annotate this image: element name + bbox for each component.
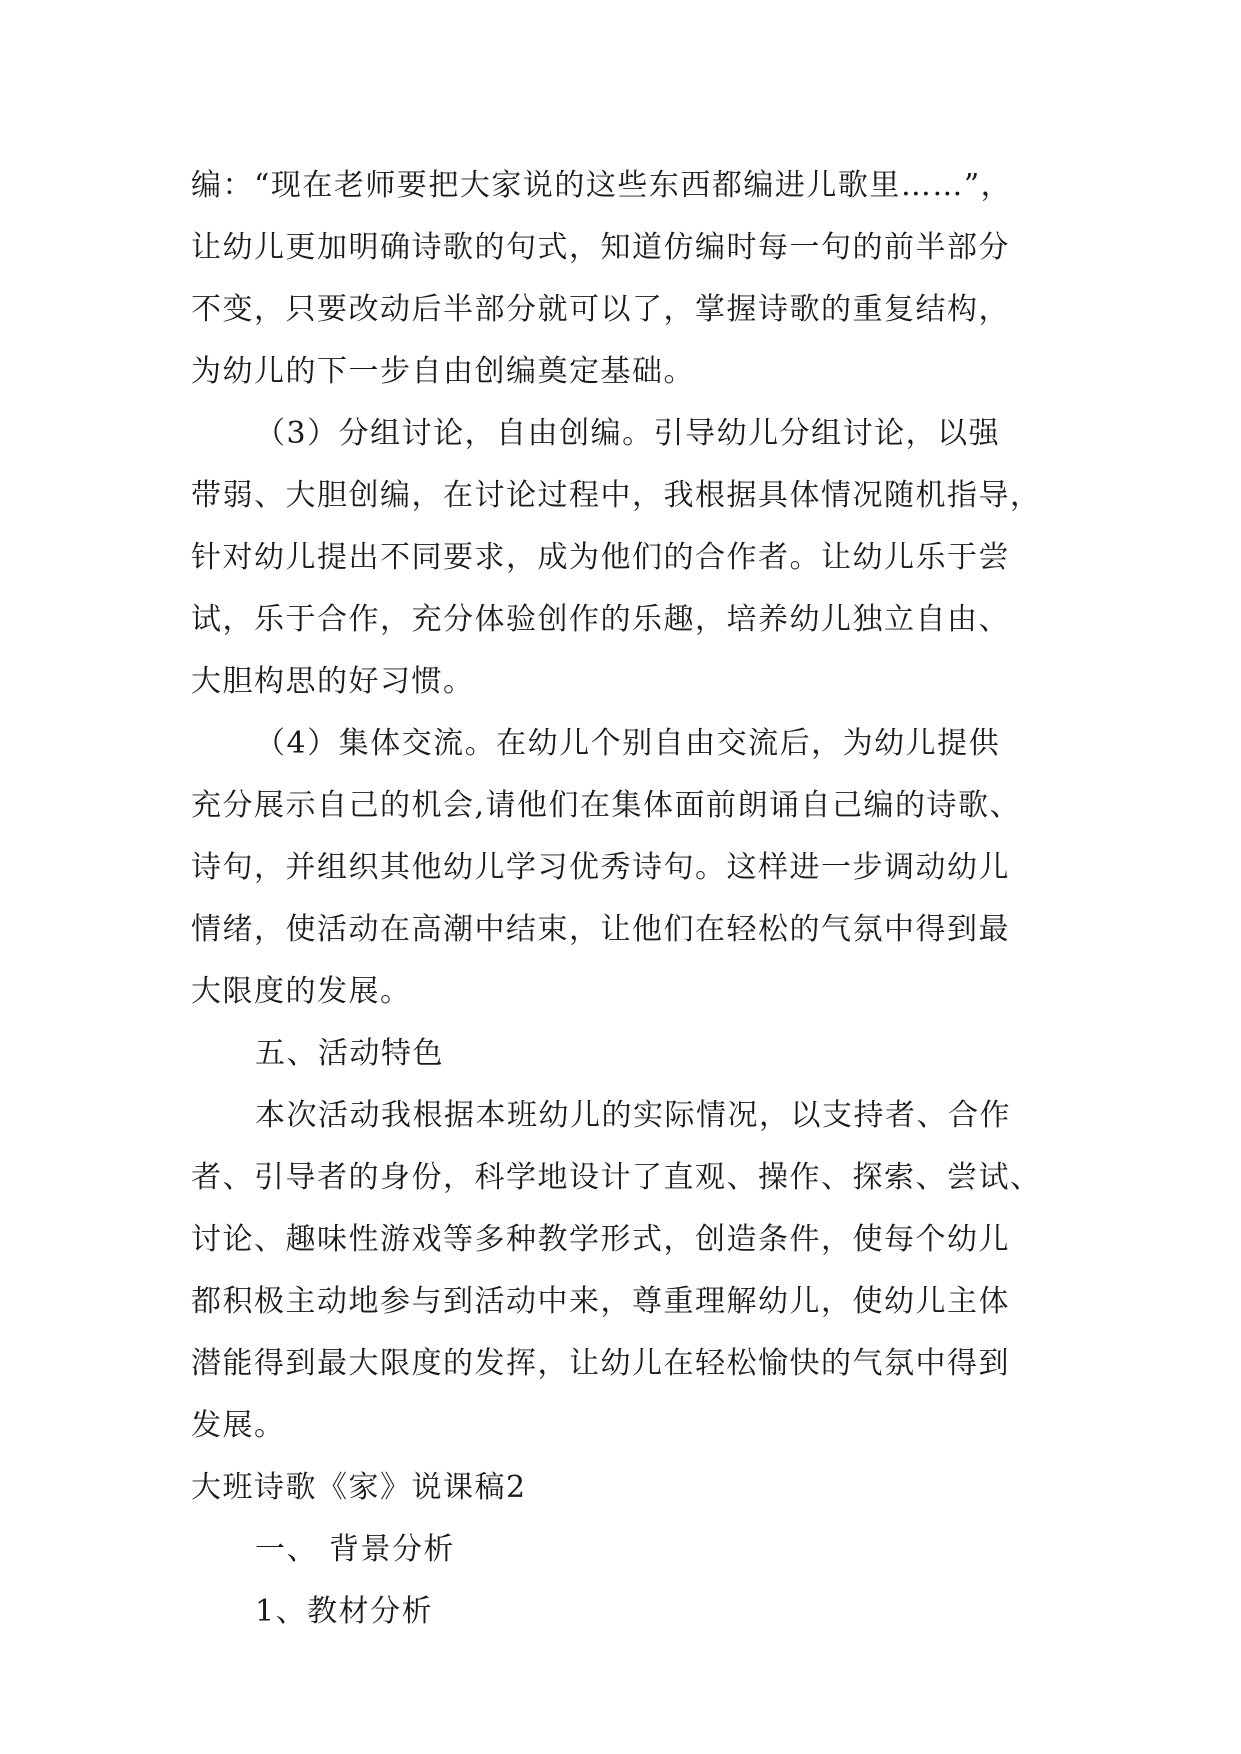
body-line: 诗句，并组织其他幼儿学习优秀诗句。这样进一步调动幼儿 — [191, 850, 1010, 885]
body-line: 为幼儿的下一步自由创编奠定基础。 — [191, 354, 695, 389]
body-line: 编：“现在老师要把大家说的这些东西都编进儿歌里……”， — [191, 168, 1013, 203]
document-title: 大班诗歌《家》说课稿2 — [191, 1470, 527, 1505]
body-line: 情绪，使活动在高潮中结束，让他们在轻松的气氛中得到最 — [191, 912, 1010, 947]
body-line: 试，乐于合作，充分体验创作的乐趣，培养幼儿独立自由、 — [191, 602, 1010, 637]
body-line: 讨论、趣味性游戏等多种教学形式，创造条件，使每个幼儿 — [191, 1222, 1010, 1257]
body-line: 让幼儿更加明确诗歌的句式，知道仿编时每一句的前半部分 — [191, 230, 1010, 265]
body-line: 针对幼儿提出不同要求，成为他们的合作者。让幼儿乐于尝 — [191, 540, 1010, 575]
body-line: 者、引导者的身份，科学地设计了直观、操作、探索、尝试、 — [191, 1160, 1042, 1195]
document-body — [191, 155, 1051, 1643]
body-line: 带弱、大胆创编，在讨论过程中，我根据具体情况随机指导， — [191, 478, 1042, 513]
body-line: 都积极主动地参与到活动中来，尊重理解幼儿，使幼儿主体 — [191, 1284, 1010, 1319]
paragraph-start-line: 本次活动我根据本班幼儿的实际情况，以支持者、合作 — [255, 1098, 1011, 1133]
paragraph-start-line: （4）集体交流。在幼儿个别自由交流后，为幼儿提供 — [255, 726, 1001, 761]
section-heading: 五、活动特色 — [255, 1036, 444, 1071]
section-heading: 一、 背景分析 — [255, 1532, 456, 1567]
body-line: 大限度的发展。 — [191, 974, 412, 1009]
body-line: 不变，只要改动后半部分就可以了，掌握诗歌的重复结构， — [191, 292, 1010, 327]
paragraph-start-line: （3）分组讨论，自由创编。引导幼儿分组讨论，以强 — [255, 416, 1001, 451]
body-line: 发展。 — [191, 1408, 286, 1443]
body-line: 大胆构思的好习惯。 — [191, 664, 475, 699]
body-line: 充分展示自己的机会,请他们在集体面前朗诵自己编的诗歌、 — [191, 788, 1022, 823]
subsection-heading: 1、教材分析 — [255, 1594, 434, 1629]
body-line: 潜能得到最大限度的发挥，让幼儿在轻松愉快的气氛中得到 — [191, 1346, 1010, 1381]
